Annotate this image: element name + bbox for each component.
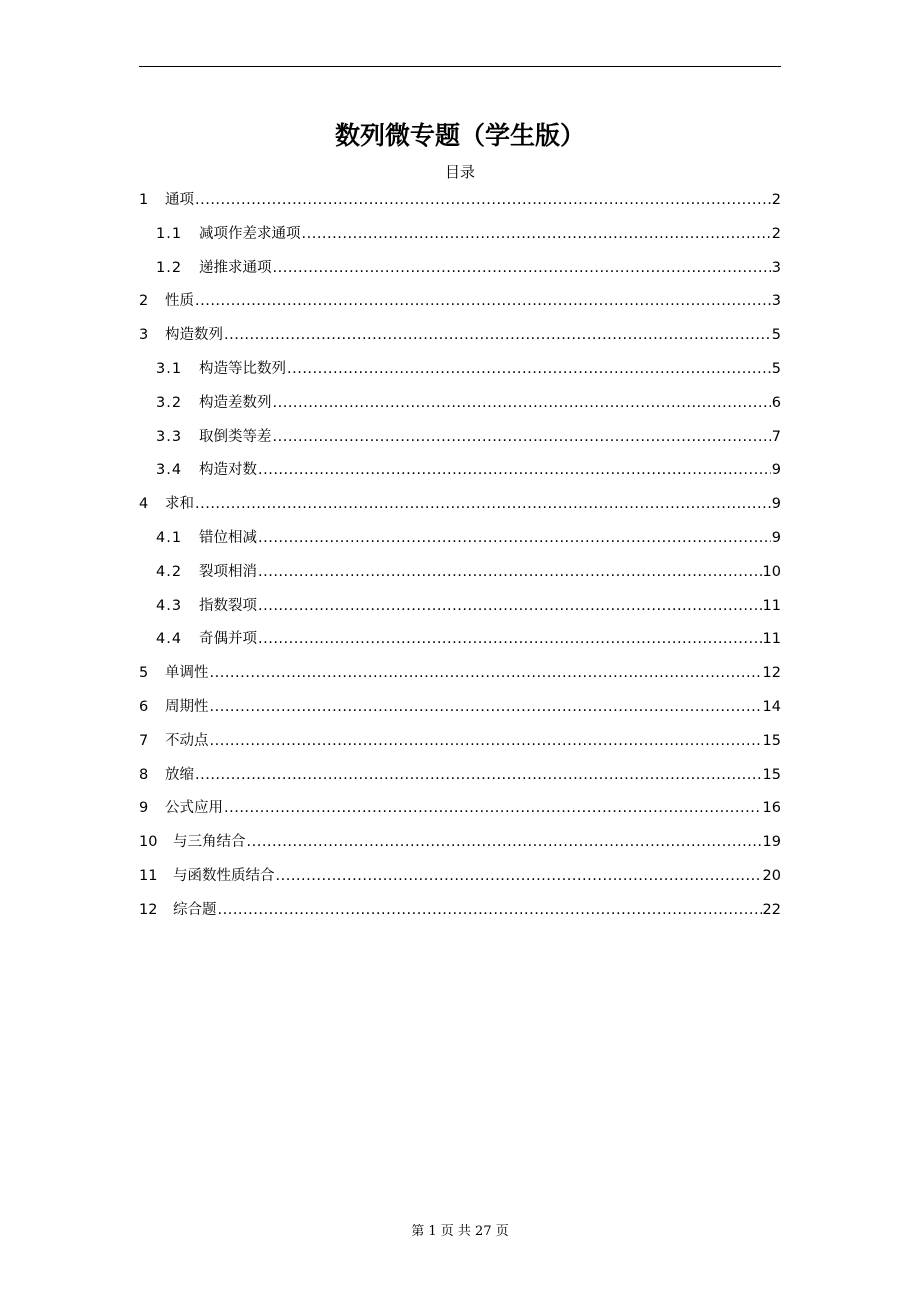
toc-entry[interactable]	[139, 623, 781, 657]
toc-entry-page-number[interactable]: 9	[771, 529, 781, 546]
toc-entry-page-number[interactable]: 19	[762, 834, 781, 851]
toc-dot-leader	[258, 454, 771, 488]
toc-entry-number: 12	[139, 901, 158, 918]
toc-entry-label[interactable]: 通项	[165, 192, 194, 208]
toc-dot-leader	[224, 319, 771, 353]
toc-entry-page-number[interactable]: 11	[762, 631, 781, 648]
toc-dot-leader	[258, 556, 762, 590]
toc-entry-label[interactable]: 构造对数	[199, 462, 257, 479]
toc-entry-label[interactable]: 放缩	[165, 766, 194, 783]
toc-entry-number: 1.2	[156, 259, 183, 276]
toc-heading: 目录	[444, 163, 475, 181]
toc-entry-page-number[interactable]: 15	[762, 732, 781, 749]
toc-dot-leader	[195, 285, 771, 319]
toc-entry-number: 3	[139, 327, 149, 344]
toc-entry-page-number[interactable]: 9	[771, 496, 781, 513]
toc-dot-leader	[218, 894, 762, 928]
toc-dot-leader	[273, 387, 771, 421]
toc-dot-leader	[247, 826, 762, 860]
toc-dot-leader	[273, 252, 771, 286]
toc-entry[interactable]	[139, 556, 781, 590]
toc-entry-number: 7	[139, 732, 149, 749]
toc-entry-label[interactable]: 取倒类等差	[199, 428, 272, 445]
toc-entry[interactable]	[139, 319, 781, 353]
toc-entry-page-number[interactable]: 10	[762, 563, 781, 580]
toc-entry-number: 2	[139, 293, 149, 310]
toc-dot-leader	[258, 623, 762, 657]
toc-entry-number: 5	[139, 665, 149, 682]
page-footer: 第 1 页 共 27 页	[411, 1224, 509, 1239]
table-of-contents	[139, 184, 781, 928]
toc-entry-number: 3.1	[156, 360, 183, 377]
toc-entry-label[interactable]: 递推求通项	[199, 259, 272, 276]
toc-dot-leader	[224, 792, 762, 826]
toc-entry-page-number[interactable]: 3	[771, 259, 781, 276]
toc-entry-number: 3.3	[156, 428, 183, 445]
header-rule	[139, 66, 781, 67]
toc-entry[interactable]	[139, 691, 781, 725]
toc-entry-page-number[interactable]: 6	[771, 394, 781, 411]
toc-entry[interactable]	[139, 353, 781, 387]
toc-entry[interactable]	[139, 421, 781, 455]
toc-entry[interactable]	[139, 285, 781, 319]
toc-entry[interactable]	[139, 590, 781, 624]
toc-entry[interactable]	[139, 657, 781, 691]
toc-entry-number: 10	[139, 834, 158, 851]
toc-entry-label[interactable]: 奇偶并项	[199, 631, 257, 648]
toc-entry-label[interactable]: 不动点	[165, 732, 209, 749]
toc-entry-page-number[interactable]: 5	[771, 360, 781, 377]
toc-dot-leader	[210, 657, 762, 691]
toc-entry-label[interactable]: 综合题	[173, 901, 217, 918]
toc-entry-page-number[interactable]: 16	[762, 800, 781, 817]
toc-dot-leader	[195, 488, 771, 522]
toc-entry-label[interactable]: 构造数列	[165, 327, 223, 344]
toc-dot-leader	[195, 184, 771, 218]
toc-entry-label[interactable]: 构造等比数列	[199, 360, 286, 377]
toc-entry-page-number[interactable]: 12	[762, 665, 781, 682]
toc-entry-label[interactable]: 构造差数列	[199, 394, 272, 411]
toc-entry-label[interactable]: 错位相减	[199, 529, 257, 546]
toc-dot-leader	[258, 522, 771, 556]
toc-entry[interactable]	[139, 184, 781, 218]
toc-entry-label[interactable]: 性质	[165, 293, 194, 310]
toc-entry-page-number[interactable]: 11	[762, 597, 781, 614]
toc-entry[interactable]	[139, 252, 781, 286]
toc-entry-number: 9	[139, 800, 149, 817]
toc-entry-number: 1.1	[156, 225, 183, 242]
toc-entry-number: 1	[139, 192, 149, 208]
toc-entry[interactable]	[139, 792, 781, 826]
toc-entry-number: 4.4	[156, 631, 183, 648]
toc-entry-label[interactable]: 裂项相消	[199, 563, 257, 580]
toc-entry-page-number[interactable]: 9	[771, 462, 781, 479]
toc-entry-number: 8	[139, 766, 149, 783]
toc-entry[interactable]	[139, 826, 781, 860]
toc-dot-leader	[210, 691, 762, 725]
toc-entry[interactable]	[139, 759, 781, 793]
toc-dot-leader	[276, 860, 762, 894]
toc-entry-page-number[interactable]: 14	[762, 698, 781, 715]
toc-dot-leader	[302, 218, 771, 252]
toc-entry-page-number[interactable]: 2	[771, 192, 781, 208]
toc-entry[interactable]	[139, 218, 781, 252]
toc-dot-leader	[258, 590, 762, 624]
toc-entry[interactable]	[139, 522, 781, 556]
toc-entry-page-number[interactable]: 15	[762, 766, 781, 783]
toc-entry-number: 6	[139, 698, 149, 715]
toc-entry[interactable]	[139, 894, 781, 928]
toc-entry-number: 3.2	[156, 394, 183, 411]
toc-entry-page-number[interactable]: 7	[771, 428, 781, 445]
toc-dot-leader	[195, 759, 762, 793]
toc-entry-page-number[interactable]: 3	[771, 293, 781, 310]
toc-entry-label[interactable]: 指数裂项	[199, 597, 257, 614]
toc-dot-leader	[273, 421, 771, 455]
toc-dot-leader	[210, 725, 762, 759]
toc-entry-label[interactable]: 与三角结合	[173, 834, 246, 851]
toc-entry-label[interactable]: 周期性	[165, 698, 209, 715]
toc-entry-page-number[interactable]: 5	[771, 327, 781, 344]
toc-entry-number: 11	[139, 867, 158, 884]
toc-entry[interactable]	[139, 725, 781, 759]
document-title: 数列微专题（学生版）	[334, 121, 585, 150]
toc-dot-leader	[287, 353, 771, 387]
toc-entry-number: 3.4	[156, 462, 183, 479]
toc-entry-page-number[interactable]: 20	[762, 867, 781, 884]
toc-entry-number: 4.2	[156, 563, 183, 580]
toc-entry-label[interactable]: 求和	[165, 496, 194, 513]
toc-entry-number: 4	[139, 496, 149, 513]
toc-entry-page-number[interactable]: 22	[762, 901, 781, 918]
toc-entry-label[interactable]: 减项作差求通项	[199, 225, 301, 242]
toc-entry-number: 4.3	[156, 597, 183, 614]
toc-entry[interactable]	[139, 387, 781, 421]
toc-entry[interactable]	[139, 488, 781, 522]
toc-entry-page-number[interactable]: 2	[771, 225, 781, 242]
toc-entry-number: 4.1	[156, 529, 183, 546]
toc-entry[interactable]	[139, 454, 781, 488]
toc-entry-label[interactable]: 单调性	[165, 665, 209, 682]
toc-entry-label[interactable]: 与函数性质结合	[173, 867, 275, 884]
toc-entry-label[interactable]: 公式应用	[165, 800, 223, 817]
toc-entry[interactable]	[139, 860, 781, 894]
